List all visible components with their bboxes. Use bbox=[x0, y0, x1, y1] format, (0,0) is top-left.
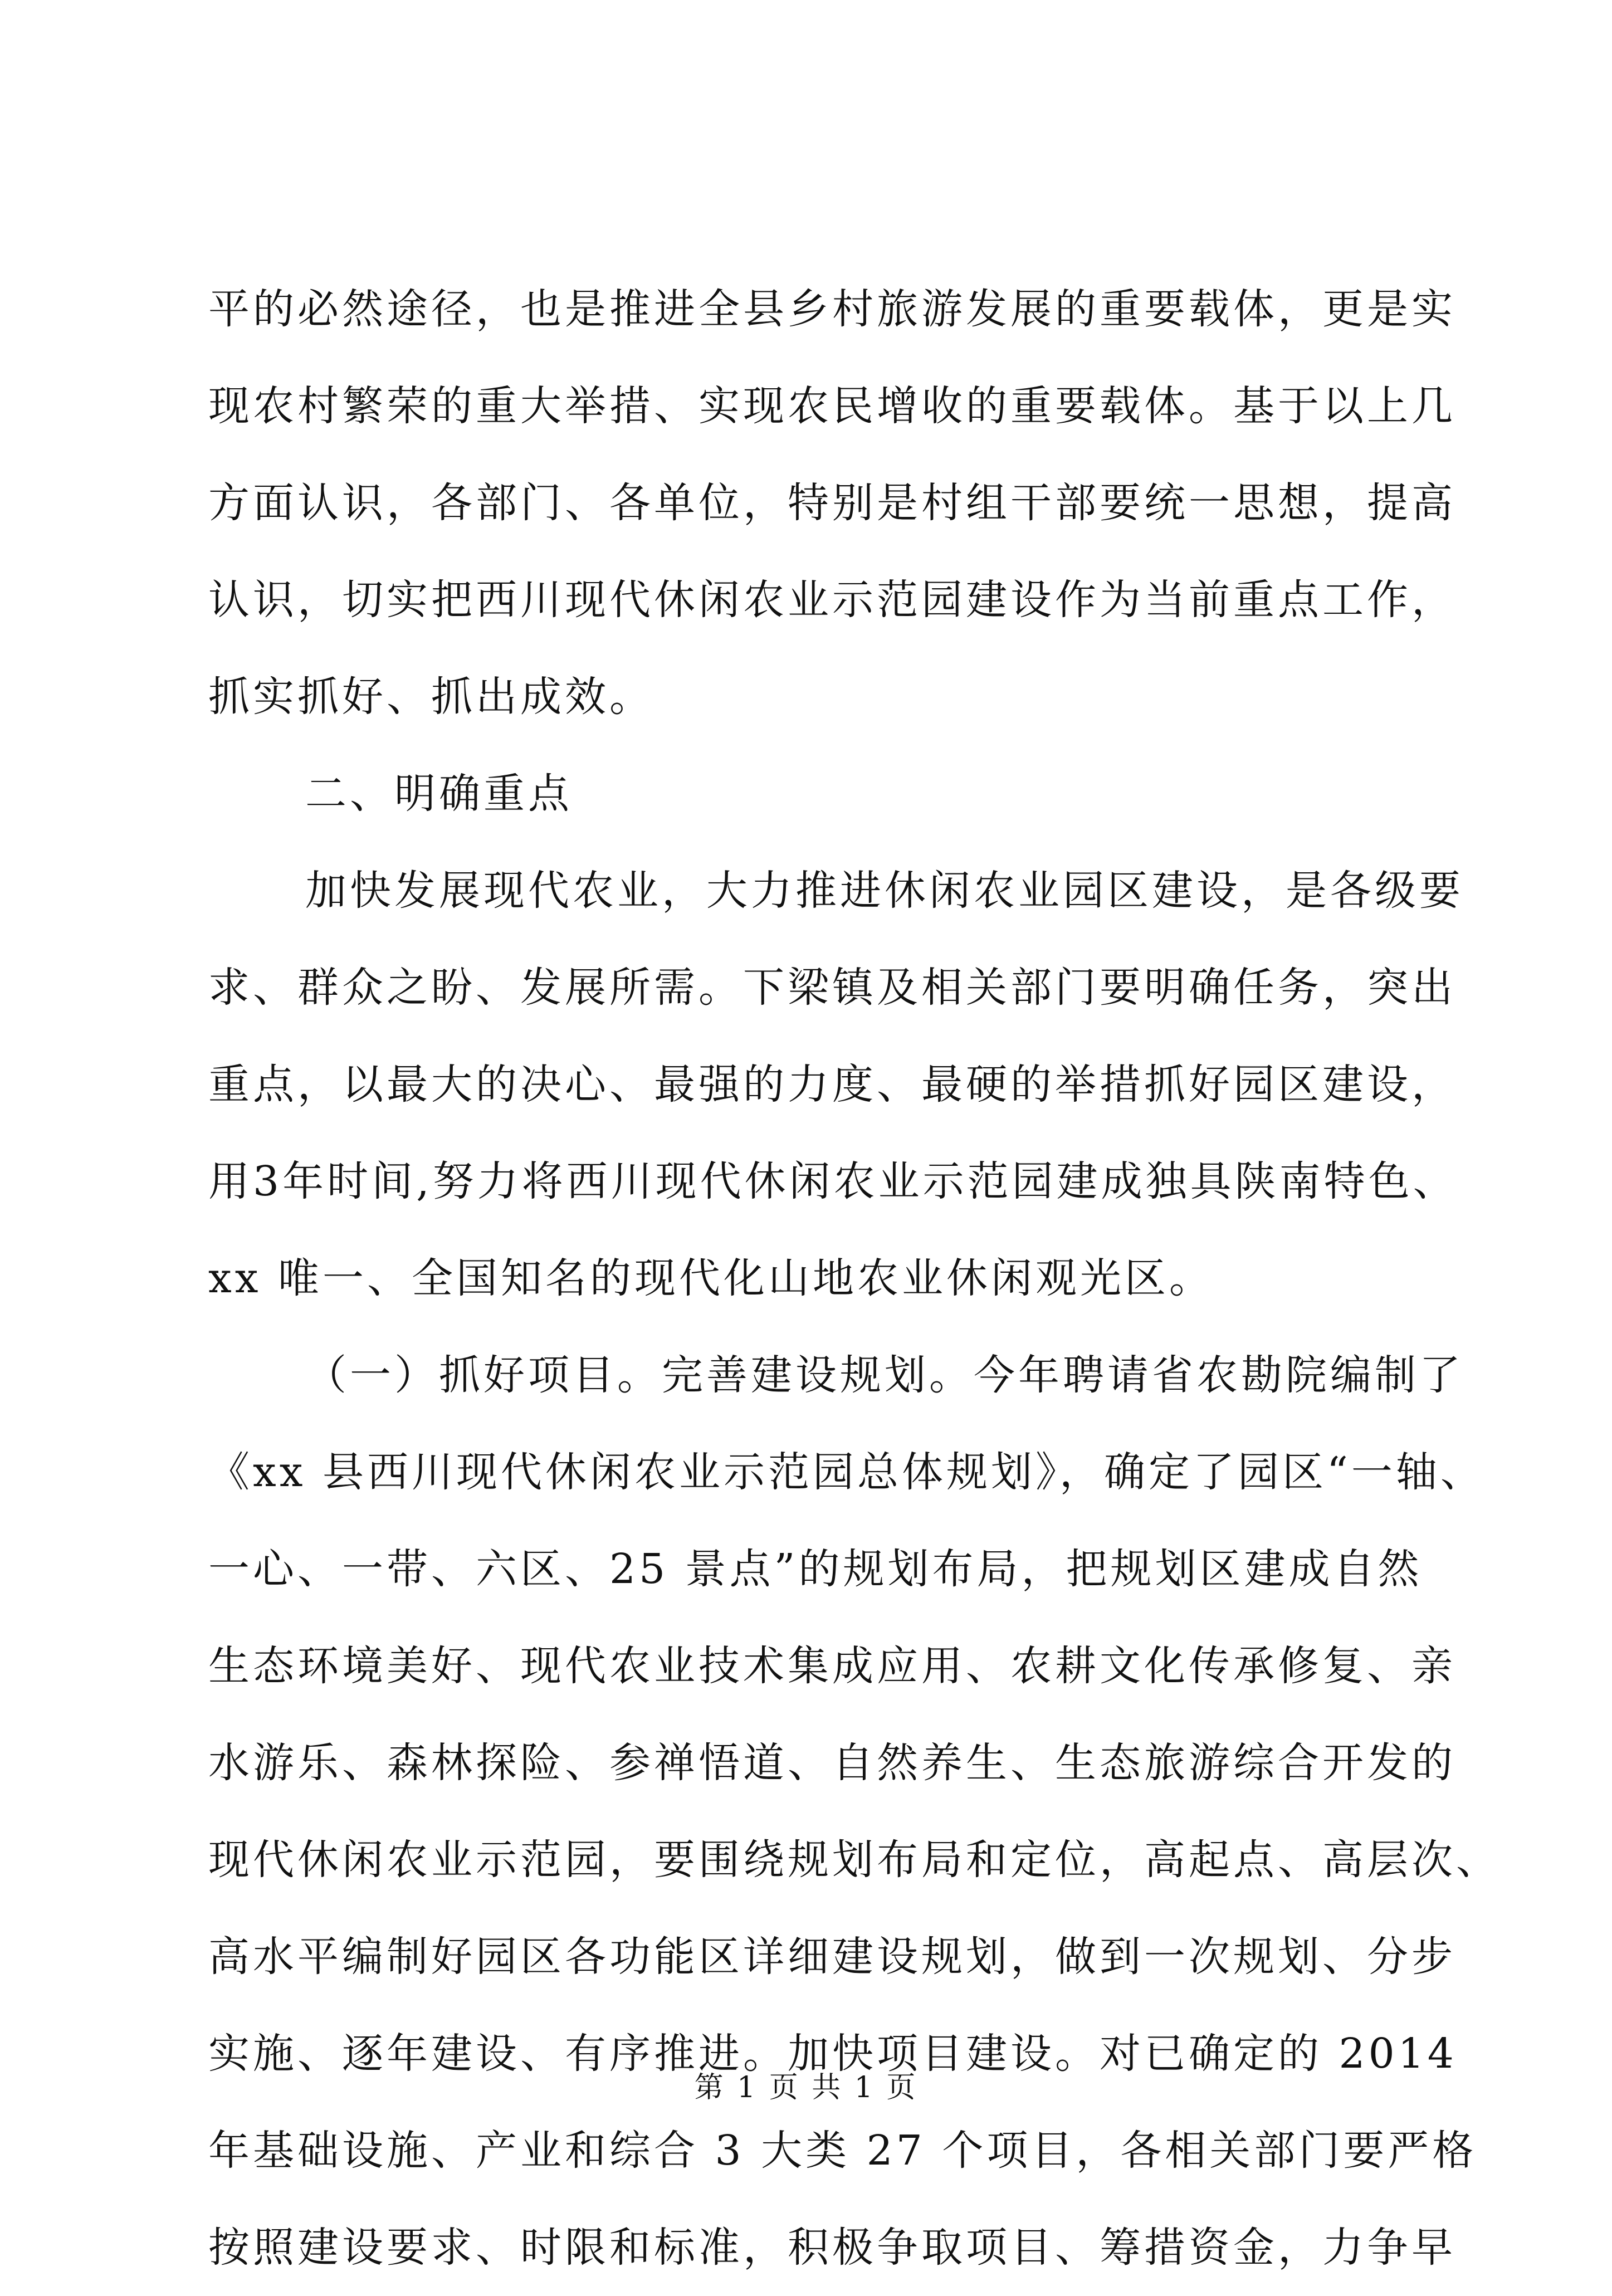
paragraph-line: 高水平编制好园区各功能区详细建设规划，做到一次规划、分步 bbox=[208, 1933, 1456, 1981]
section-heading: 二、明确重点 bbox=[305, 770, 573, 818]
paragraph-line: 抓实抓好、抓出成效。 bbox=[208, 673, 654, 721]
paragraph-line: 水游乐、森林探险、参禅悟道、自然养生、生态旅游综合开发的 bbox=[208, 1739, 1456, 1787]
page-number-footer: 第 1 页 共 1 页 bbox=[694, 2071, 918, 2104]
paragraph-line: 一心、一带、六区、25 景点”的规划布局，把规划区建成自然 bbox=[208, 1545, 1423, 1593]
paragraph-line: 《xx 县西川现代休闲农业示范园总体规划》，确定了园区“一轴、 bbox=[208, 1448, 1485, 1496]
paragraph-line: 加快发展现代农业，大力推进休闲农业园区建设，是各级要 bbox=[305, 867, 1464, 915]
paragraph-line: 年基础设施、产业和综合 3 大类 27 个项目，各相关部门要严格 bbox=[208, 2127, 1477, 2175]
paragraph-line: 平的必然途径，也是推进全县乡村旅游发展的重要载体，更是实 bbox=[208, 285, 1456, 333]
paragraph-line: 认识，切实把西川现代休闲农业示范园建设作为当前重点工作， bbox=[208, 576, 1456, 624]
paragraph-line: 重点，以最大的决心、最强的力度、最硬的举措抓好园区建设， bbox=[208, 1061, 1456, 1108]
document-body bbox=[208, 261, 1501, 2296]
paragraph-line: 生态环境美好、现代农业技术集成应用、农耕文化传承修复、亲 bbox=[208, 1642, 1456, 1690]
paragraph-line: 现代休闲农业示范园，要围绕规划布局和定位，高起点、高层次、 bbox=[208, 1836, 1501, 1884]
paragraph-line: xx 唯一、全国知名的现代化山地农业休闲观光区。 bbox=[208, 1254, 1214, 1302]
paragraph-line: 实施、逐年建设、有序推进。加快项目建设。对已确定的 2014 bbox=[208, 2030, 1457, 2078]
paragraph-line: 方面认识，各部门、各单位，特别是村组干部要统一思想，提高 bbox=[208, 479, 1456, 527]
paragraph-line: 现农村繁荣的重大举措、实现农民增收的重要载体。基于以上几 bbox=[208, 382, 1456, 430]
paragraph-line: （一）抓好项目。完善建设规划。今年聘请省农勘院编制了 bbox=[305, 1351, 1464, 1399]
paragraph-line: 求、群众之盼、发展所需。下梁镇及相关部门要明确任务，突出 bbox=[208, 964, 1456, 1012]
paragraph-line: 用3年时间,努力将西川现代休闲农业示范园建成独具陕南特色、 bbox=[208, 1157, 1458, 1205]
paragraph-line: 按照建设要求、时限和标准，积极争取项目、筹措资金，力争早 bbox=[208, 2224, 1456, 2271]
